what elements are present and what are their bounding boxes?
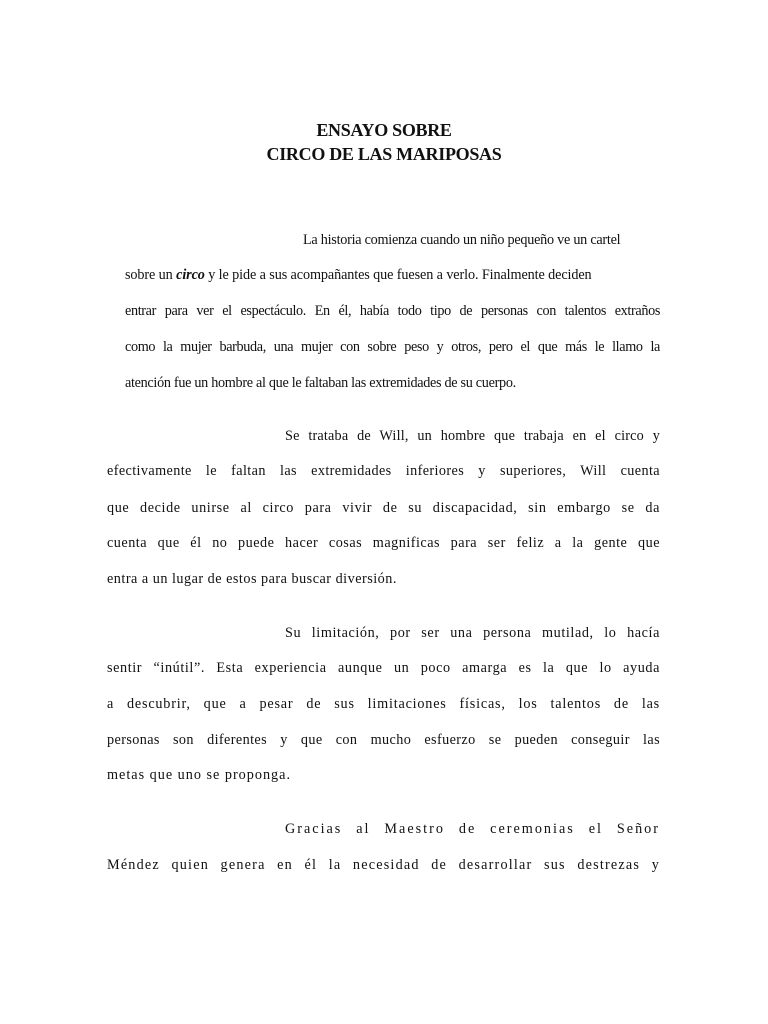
paragraph-line: La historia comienza cuando un niño pequeño ve un cartel bbox=[303, 232, 621, 248]
paragraph-line: atención fue un hombre al que le faltaban las extremidades de su cuerpo. bbox=[125, 375, 516, 391]
paragraph-line: sentir “inútil”. Esta experiencia aunque un poco amarga es la que lo ayuda bbox=[107, 660, 660, 676]
paragraph-line bbox=[125, 266, 665, 284]
paragraph-line: cuenta que él no puede hacer cosas magnificas para ser feliz a la gente que bbox=[107, 535, 660, 551]
paragraph-line: Se trataba de Will, un hombre que trabaja en el circo y bbox=[285, 428, 660, 444]
paragraph-line: Su limitación, por ser una persona mutilad, lo hacía bbox=[285, 625, 660, 641]
paragraph-line: metas que uno se proponga. bbox=[107, 767, 291, 783]
paragraph-line: entra a un lugar de estos para buscar diversión. bbox=[107, 571, 397, 587]
paragraph-line: personas son diferentes y que con mucho esfuerzo se pueden conseguir las bbox=[107, 732, 660, 748]
emphasis-circo: circo bbox=[176, 267, 205, 283]
paragraph-line: como la mujer barbuda, una mujer con sobre peso y otros, pero el que más le llamo la bbox=[125, 339, 660, 355]
paragraph-line: efectivamente le faltan las extremidades inferiores y superiores, Will cuenta bbox=[107, 463, 660, 479]
paragraph-line: Gracias al Maestro de ceremonias el Señor bbox=[285, 821, 660, 837]
paragraph-line: a descubrir, que a pesar de sus limitaciones físicas, los talentos de las bbox=[107, 696, 660, 712]
text-span: sobre un bbox=[125, 267, 173, 283]
text-span: y le pide a sus acompañantes que fuesen a verlo. Finalmente deciden bbox=[208, 267, 592, 283]
paragraph-line: entrar para ver el espectáculo. En él, había todo tipo de personas con talentos extraños bbox=[125, 303, 660, 319]
document-title-line-1: ENSAYO SOBRE bbox=[316, 120, 452, 140]
document-title-line-2: CIRCO DE LAS MARIPOSAS bbox=[266, 144, 502, 164]
paragraph-line: que decide unirse al circo para vivir de su discapacidad, sin embargo se da bbox=[107, 500, 660, 516]
paragraph-line: Méndez quien genera en él la necesidad de desarrollar sus destrezas y bbox=[107, 857, 660, 873]
